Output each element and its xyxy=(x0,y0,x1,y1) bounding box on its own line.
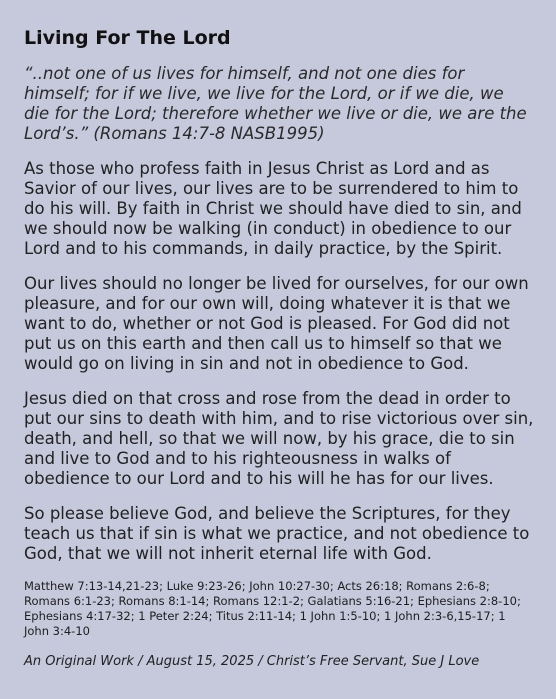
paragraph-2: Our lives should no longer be lived for ourselves, for our own pleasure, and for our own will, doing whatever it is that we want to do, whether or not God is pleased. For God did not put us on this earth and then call us to himself so that we would go on living in sin and not in obedience to God. xyxy=(24,274,529,373)
paragraph-4: So please believe God, and believe the Scriptures, for they teach us that if sin is what we practice, and not obedience to God, that we will not inherit eternal life with God. xyxy=(24,504,530,563)
paragraph-3: Jesus died on that cross and rose from the dead in order to put our sins to death with him, and to rise victorious over sin, death, and hell, so that we will now, by his grace, die to sin and live to God and to his righteousness in walks of obedience to our Lord and to his will he has for our lives. xyxy=(24,389,534,488)
author-footer: An Original Work / August 15, 2025 / Christ’s Free Servant, Sue J Love xyxy=(24,654,480,669)
paragraph-1: As those who profess faith in Jesus Christ as Lord and as Savior of our lives, our lives are to be surrendered to him to do his will. By faith in Christ we should have died to sin, and we should now be walking (in conduct) in obedience to our Lord and to his commands, in daily practice, by the Spirit. xyxy=(24,159,522,258)
scripture-quote: “..not one of us lives for himself, and not one dies for himself; for if we live, we live for the Lord, or if we die, we die for the Lord; therefore whether we live or die, we are the Lord’s.” (Romans 14:7-8 NASB1995) xyxy=(24,64,527,143)
scripture-references: Matthew 7:13-14,21-23; Luke 9:23-26; John 10:27-30; Acts 26:18; Romans 2:6-8; Romans 6:1-23; Romans 8:1-14; Romans 12:1-2; Galatians 5:16-21; Ephesians 2:8-10; Ephesians 4:17-32; 1 Peter 2:24; Titus 2:11-14; 1 John 1:5-10; 1 John 2:3-6,15-17; 1 John 3:4-10 xyxy=(24,579,521,638)
article-title: Living For The Lord xyxy=(24,27,231,49)
